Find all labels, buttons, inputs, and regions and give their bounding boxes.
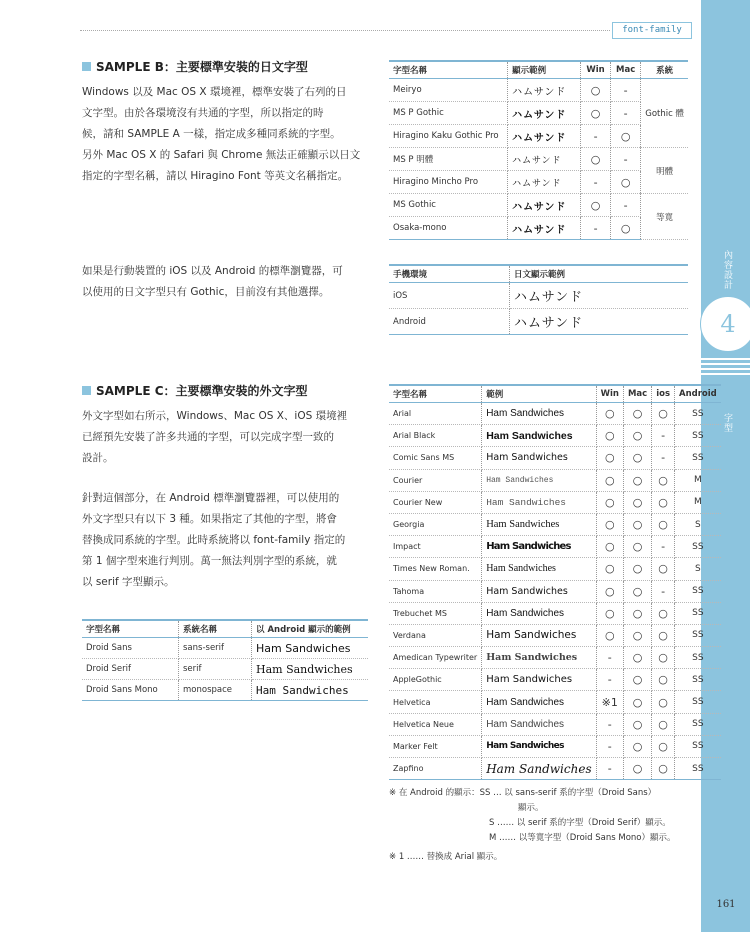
win-mark: ○ — [581, 102, 611, 125]
font-name: Droid Serif — [82, 659, 179, 680]
win-mark: - — [596, 647, 623, 669]
table-row — [389, 491, 721, 513]
table-row — [389, 283, 688, 309]
font-name: MS Gothic — [389, 194, 508, 217]
col-header: 以 Android 顯示的範例 — [252, 620, 369, 638]
android-mark: M — [675, 469, 721, 491]
paragraph-line: 以使用的日文字型只有 Gothic，目前沒有其他選擇。 — [82, 286, 330, 298]
col-header: 字型名稱 — [82, 620, 179, 638]
paragraph-line: 第 1 個字型來進行判別。萬一無法判別字型的系統，就 — [82, 555, 337, 567]
ios-mark: ○ — [652, 602, 675, 624]
font-name: Courier New — [389, 491, 482, 513]
chapter-number: 4 — [700, 296, 750, 352]
font-sample: Ham Sandwiches — [482, 602, 596, 624]
sample-b-paragraph — [82, 82, 372, 187]
font-name: Comic Sans MS — [389, 447, 482, 469]
col-header: 字型名稱 — [389, 61, 508, 79]
paragraph-line: 外文字型只有以下 3 種。如果指定了其他的字型，將會 — [82, 513, 337, 525]
android-mark: SS — [675, 624, 721, 646]
sample-b-heading-text: SAMPLE B：主要標準安裝的日文字型 — [96, 60, 308, 74]
font-name: Arial Black — [389, 425, 482, 447]
mac-mark: ○ — [623, 602, 651, 624]
font-sample: Ham Sandwiches — [482, 647, 596, 669]
system-group: Gothic 體 — [641, 79, 688, 148]
mac-mark: ○ — [623, 469, 651, 491]
win-mark: - — [596, 735, 623, 757]
win-mark: ○ — [596, 491, 623, 513]
col-header: 日文顯示範例 — [510, 265, 689, 283]
table-row — [389, 669, 721, 691]
android-mark: SS — [675, 425, 721, 447]
win-mark: ○ — [596, 624, 623, 646]
note-line: ※ 1 …… 替換成 Arial 顯示。 — [389, 852, 503, 862]
paragraph-line: 針對這個部分，在 Android 標準瀏覽器裡，可以使用的 — [82, 492, 340, 504]
mac-mark: ○ — [623, 624, 651, 646]
paragraph-line: 外文字型如右所示，Windows、Mac OS X、iOS 環境裡 — [82, 410, 348, 422]
mac-mark: ○ — [623, 691, 651, 713]
font-sample: Ham Sandwiches — [482, 491, 596, 513]
paragraph-line: 替換成同系統的字型。此時系統將以 font-family 指定的 — [82, 534, 346, 546]
table-row — [389, 713, 721, 735]
col-header: 顯示範例 — [508, 61, 581, 79]
ios-mark: ○ — [652, 669, 675, 691]
ios-mark: - — [652, 536, 675, 558]
font-sample: Ham Sandwiches — [482, 558, 596, 580]
font-sample: Ham Sandwiches — [252, 638, 369, 659]
win-mark: - — [596, 713, 623, 735]
col-header: 系統名稱 — [179, 620, 252, 638]
font-sample: Ham Sandwiches — [482, 713, 596, 735]
mac-mark: ○ — [611, 125, 641, 148]
mac-mark: ○ — [623, 669, 651, 691]
win-mark: ○ — [596, 403, 623, 425]
mac-mark: ○ — [611, 171, 641, 194]
font-sample: ハムサンド — [508, 194, 581, 217]
col-header: Win — [581, 61, 611, 79]
system-name: monospace — [179, 680, 252, 701]
paragraph-line: 如果是行動裝置的 iOS 以及 Android 的標準瀏覽器，可 — [82, 265, 343, 277]
font-sample: ハムサンド — [508, 125, 581, 148]
font-name: Impact — [389, 536, 482, 558]
system-name: serif — [179, 659, 252, 680]
font-name: MS P Gothic — [389, 102, 508, 125]
font-sample: ハムサンド — [508, 79, 581, 102]
env-name: iOS — [389, 283, 510, 309]
font-sample: Ham Sandwiches — [482, 513, 596, 535]
font-name: Zapfino — [389, 758, 482, 780]
win-mark: ○ — [581, 148, 611, 171]
font-name: Hiragino Mincho Pro — [389, 171, 508, 194]
font-name: Meiryo — [389, 79, 508, 102]
sidebar-stripes — [701, 358, 750, 382]
font-sample: Ham Sandwiches — [482, 758, 596, 780]
sample-c-paragraph-2 — [82, 488, 374, 593]
system-group: 等寬 — [641, 194, 688, 240]
win-mark: - — [596, 669, 623, 691]
ios-mark: ○ — [652, 491, 675, 513]
font-sample: Ham Sandwiches — [482, 735, 596, 757]
ios-mark: - — [652, 447, 675, 469]
font-name: Droid Sans — [82, 638, 179, 659]
table-row — [389, 647, 721, 669]
font-name: Georgia — [389, 513, 482, 535]
mac-mark: ○ — [611, 217, 641, 240]
western-font-table — [389, 384, 721, 780]
ios-mark: ○ — [652, 558, 675, 580]
col-header: Mac — [611, 61, 641, 79]
mac-mark: ○ — [623, 647, 651, 669]
android-mark: SS — [675, 735, 721, 757]
chapter-title: 內容設計 — [722, 250, 732, 290]
mac-mark: - — [611, 148, 641, 171]
system-name: sans-serif — [179, 638, 252, 659]
mac-mark: ○ — [623, 536, 651, 558]
font-sample: ハムサンド — [508, 148, 581, 171]
section-label: 字型 — [722, 413, 732, 433]
android-mark: S — [675, 513, 721, 535]
mac-mark: ○ — [623, 491, 651, 513]
win-mark: ○ — [596, 447, 623, 469]
win-mark: ○ — [596, 469, 623, 491]
table-row — [389, 447, 721, 469]
mac-mark: ○ — [623, 425, 651, 447]
font-name: Droid Sans Mono — [82, 680, 179, 701]
note-line: ※ 在 Android 的顯示：SS … 以 sans-serif 系的字型（Droid Sans） — [389, 788, 657, 798]
mac-mark: - — [611, 79, 641, 102]
font-name: MS P 明體 — [389, 148, 508, 171]
android-mark: S — [675, 558, 721, 580]
paragraph-line: 指定的字型名稱，請以 Hiragino Font 等英文名稱指定。 — [82, 170, 349, 182]
table-row — [389, 691, 721, 713]
ios-mark: ○ — [652, 691, 675, 713]
table-row — [389, 79, 688, 102]
android-mark: SS — [675, 447, 721, 469]
font-name: Amedican Typewriter — [389, 647, 482, 669]
android-mark: SS — [675, 580, 721, 602]
font-name: Helvetica Neue — [389, 713, 482, 735]
font-sample: Ham Sandwiches — [482, 447, 596, 469]
font-name: Marker Felt — [389, 735, 482, 757]
ios-mark: ○ — [652, 469, 675, 491]
win-mark: - — [581, 171, 611, 194]
ios-mark: ○ — [652, 647, 675, 669]
font-sample: Ham Sandwiches — [252, 659, 369, 680]
ios-mark: - — [652, 580, 675, 602]
table-row — [389, 513, 721, 535]
font-sample: Ham Sandwiches — [482, 469, 596, 491]
paragraph-line: 另外 Mac OS X 的 Safari 與 Chrome 無法正確顯示以日文 — [82, 149, 361, 161]
win-mark: - — [581, 125, 611, 148]
table-notes — [389, 786, 689, 865]
font-sample: ハムサンド — [508, 171, 581, 194]
font-name: Verdana — [389, 624, 482, 646]
sample-c-heading-text: SAMPLE C：主要標準安裝的外文字型 — [96, 384, 308, 398]
paragraph-line: 文字型。由於各環境沒有共通的字型，所以指定的時 — [82, 107, 324, 119]
heading-marker — [82, 386, 91, 395]
table-row — [389, 602, 721, 624]
android-mark: SS — [675, 669, 721, 691]
mac-mark: ○ — [623, 447, 651, 469]
col-header: ios — [652, 385, 675, 403]
font-name: Courier — [389, 469, 482, 491]
win-mark: ○ — [596, 602, 623, 624]
android-mark: M — [675, 491, 721, 513]
table-row — [82, 659, 368, 680]
android-mark: SS — [675, 647, 721, 669]
win-mark: ○ — [596, 536, 623, 558]
mac-mark: ○ — [623, 758, 651, 780]
font-sample: Ham Sandwiches — [252, 680, 369, 701]
mac-mark: ○ — [623, 558, 651, 580]
col-header: 範例 — [482, 385, 596, 403]
font-name: Hiragino Kaku Gothic Pro — [389, 125, 508, 148]
mac-mark: ○ — [623, 403, 651, 425]
font-name: Osaka-mono — [389, 217, 508, 240]
col-header: 系統 — [641, 61, 688, 79]
env-sample: ハムサンド — [510, 283, 689, 309]
font-name: Trebuchet MS — [389, 602, 482, 624]
mobile-paragraph — [82, 261, 372, 303]
android-mark: SS — [675, 713, 721, 735]
font-name: Arial — [389, 403, 482, 425]
win-mark: ○ — [596, 513, 623, 535]
android-mark: SS — [675, 758, 721, 780]
win-mark: ○ — [596, 425, 623, 447]
col-header: Win — [596, 385, 623, 403]
table-row — [389, 735, 721, 757]
sample-b-heading — [82, 58, 308, 75]
font-family-tag: font-family — [612, 22, 692, 39]
mac-mark: ○ — [623, 513, 651, 535]
table-row — [389, 580, 721, 602]
table-row — [389, 309, 688, 335]
android-mark: SS — [675, 403, 721, 425]
win-mark: ※1 — [596, 691, 623, 713]
paragraph-line: 候，請和 SAMPLE A 一樣，指定成多種同系統的字型。 — [82, 128, 341, 140]
col-header: Android — [675, 385, 721, 403]
font-sample: ハムサンド — [508, 217, 581, 240]
mac-mark: ○ — [623, 735, 651, 757]
font-sample: Ham Sandwiches — [482, 669, 596, 691]
table-row — [389, 624, 721, 646]
paragraph-line: 設計。 — [82, 452, 114, 464]
sample-c-heading — [82, 382, 308, 399]
ios-mark: ○ — [652, 758, 675, 780]
table-row — [82, 680, 368, 701]
col-header: 手機環境 — [389, 265, 510, 283]
font-sample: Ham Sandwiches — [482, 536, 596, 558]
col-header: Mac — [623, 385, 651, 403]
ios-mark: ○ — [652, 735, 675, 757]
win-mark: ○ — [596, 558, 623, 580]
table-row — [389, 194, 688, 217]
font-sample: Ham Sandwiches — [482, 425, 596, 447]
android-mark: SS — [675, 536, 721, 558]
table-row — [389, 469, 721, 491]
font-sample: Ham Sandwiches — [482, 624, 596, 646]
paragraph-line: 以 serif 字型顯示。 — [82, 576, 175, 588]
font-sample: Ham Sandwiches — [482, 580, 596, 602]
android-mark: SS — [675, 602, 721, 624]
header-rule — [80, 30, 610, 32]
page-number: 161 — [716, 899, 736, 910]
env-name: Android — [389, 309, 510, 335]
table-row — [389, 758, 721, 780]
win-mark: ○ — [596, 580, 623, 602]
win-mark: ○ — [581, 79, 611, 102]
ios-mark: ○ — [652, 403, 675, 425]
android-mark: SS — [675, 691, 721, 713]
table-row — [82, 638, 368, 659]
heading-marker — [82, 62, 91, 71]
font-name: Helvetica — [389, 691, 482, 713]
table-row — [389, 148, 688, 171]
win-mark: ○ — [581, 194, 611, 217]
sample-c-paragraph-1 — [82, 406, 374, 469]
mac-mark: ○ — [623, 713, 651, 735]
font-name: Times New Roman. — [389, 558, 482, 580]
col-header: 字型名稱 — [389, 385, 482, 403]
win-mark: - — [596, 758, 623, 780]
ios-mark: - — [652, 425, 675, 447]
system-group: 明體 — [641, 148, 688, 194]
table-row — [389, 403, 721, 425]
paragraph-line: Windows 以及 Mac OS X 環境裡，標準安裝了右列的日 — [82, 86, 347, 98]
table-row — [389, 536, 721, 558]
font-sample: Ham Sandwiches — [482, 403, 596, 425]
font-sample: Ham Sandwiches — [482, 691, 596, 713]
japanese-font-table — [389, 60, 688, 240]
ios-mark: ○ — [652, 513, 675, 535]
mac-mark: - — [611, 102, 641, 125]
mac-mark: ○ — [623, 580, 651, 602]
font-name: AppleGothic — [389, 669, 482, 691]
ios-mark: ○ — [652, 624, 675, 646]
font-sample: ハムサンド — [508, 102, 581, 125]
android-font-table — [82, 619, 368, 701]
mobile-font-table — [389, 264, 688, 335]
western-font-table-body — [389, 403, 721, 780]
note-line: 顯示。 — [518, 803, 544, 813]
note-line: M …… 以等寬字型（Droid Sans Mono）顯示。 — [489, 833, 676, 843]
font-name: Tahoma — [389, 580, 482, 602]
table-row — [389, 425, 721, 447]
ios-mark: ○ — [652, 713, 675, 735]
note-line: S …… 以 serif 系的字型（Droid Serif）顯示。 — [489, 818, 671, 828]
env-sample: ハムサンド — [510, 309, 689, 335]
table-row — [389, 558, 721, 580]
paragraph-line: 已經預先安裝了許多共通的字型，可以完成字型一致的 — [82, 431, 334, 443]
win-mark: - — [581, 217, 611, 240]
mac-mark: - — [611, 194, 641, 217]
